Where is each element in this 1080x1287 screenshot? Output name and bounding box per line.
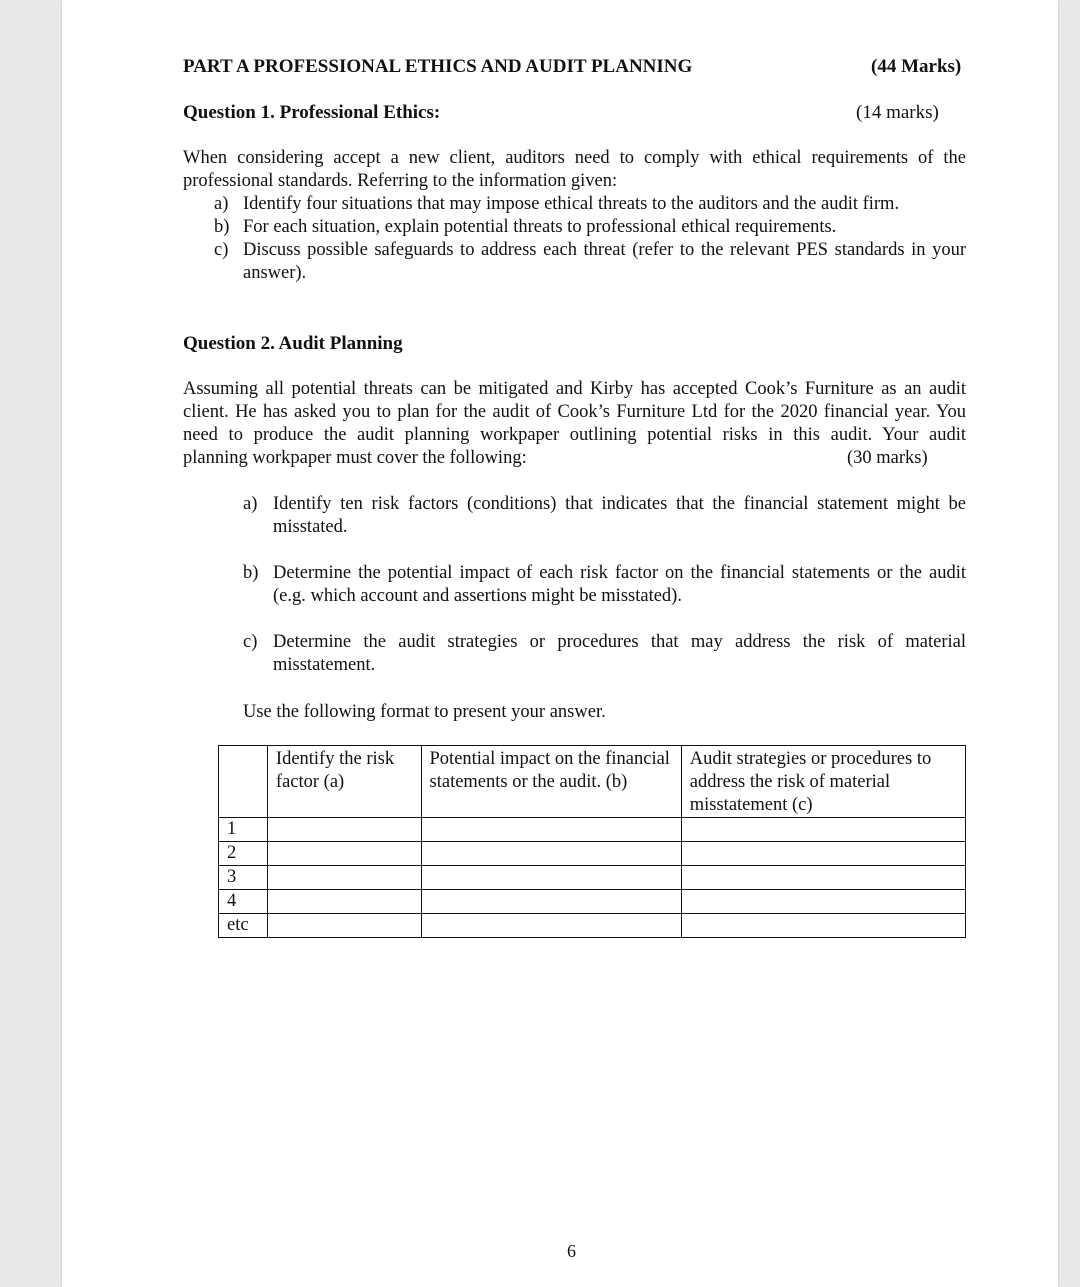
q2-para-line-1: Assuming all potential threats can be mitigated and Kirby has accepted Cook’s Furniture as an audit xyxy=(183,379,966,399)
q2-item-c-text xyxy=(273,631,966,677)
part-marks: (44 Marks) xyxy=(871,56,962,77)
q2-para-line-4: planning workpaper must cover the following: xyxy=(183,448,527,468)
q1-intro-line-2: professional standards. Referring to the information given: xyxy=(183,171,618,191)
q2-item-c-label: c) xyxy=(243,632,258,652)
table-row xyxy=(219,842,966,866)
table-header-potential-impact: Potential impact on the financial statements or the audit. (b) xyxy=(421,746,681,818)
row-number: 4 xyxy=(219,890,268,914)
table-row xyxy=(219,866,966,890)
q2-format-note: Use the following format to present your answer. xyxy=(243,702,606,722)
q2-item-c-line-2: misstatement. xyxy=(273,655,376,675)
q1-item-c-label: c) xyxy=(214,240,229,260)
row-number: 2 xyxy=(219,842,268,866)
q1-item-b-text: For each situation, explain potential threats to professional ethical requirements. xyxy=(243,217,837,237)
table-cell[interactable] xyxy=(267,818,421,842)
table-cell[interactable] xyxy=(681,890,965,914)
table-cell[interactable] xyxy=(681,914,965,938)
q1-title: Question 1. Professional Ethics: xyxy=(183,102,441,123)
table-cell[interactable] xyxy=(421,890,681,914)
part-title: PART A PROFESSIONAL ETHICS AND AUDIT PLANNING xyxy=(183,56,693,77)
table-cell[interactable] xyxy=(267,842,421,866)
table-cell[interactable] xyxy=(681,842,965,866)
q2-item-a-line-2: misstated. xyxy=(273,517,348,537)
q1-item-b-label: b) xyxy=(214,217,230,237)
q1-item-c-text xyxy=(243,239,966,285)
page-number: 6 xyxy=(567,1241,576,1261)
table-row xyxy=(219,890,966,914)
q1-marks: (14 marks) xyxy=(856,102,939,123)
table-cell[interactable] xyxy=(681,866,965,890)
answer-format-table xyxy=(218,745,966,938)
q2-para-line-3: need to produce the audit planning workpaper outlining potential risks in this audit. Your audit xyxy=(183,425,966,445)
table-row xyxy=(219,914,966,938)
q1-intro-line-1: When considering accept a new client, auditors need to comply with ethical requirements of the xyxy=(183,148,966,168)
q1-item-c-line-2: answer). xyxy=(243,263,307,283)
table-cell[interactable] xyxy=(267,890,421,914)
table-cell[interactable] xyxy=(421,818,681,842)
table-header-row xyxy=(219,746,966,818)
q2-item-a-text xyxy=(273,493,966,539)
q1-intro xyxy=(183,147,966,193)
q2-item-c-line-1: Determine the audit strategies or procedures that may address the risk of material xyxy=(273,632,966,652)
q2-para-line-2: client. He has asked you to plan for the audit of Cook’s Furniture Ltd for the 2020 financial year. You xyxy=(183,402,966,422)
q2-item-b-text xyxy=(273,562,966,608)
q1-item-a-label: a) xyxy=(214,194,229,214)
q2-item-a-label: a) xyxy=(243,494,258,514)
table-cell[interactable] xyxy=(267,866,421,890)
table-header-blank xyxy=(219,746,268,818)
q2-item-b-line-1: Determine the potential impact of each risk factor on the financial statements or the audit xyxy=(273,563,966,583)
table-header-audit-strategies: Audit strategies or procedures to address the risk of material misstatement (c) xyxy=(681,746,965,818)
table-cell[interactable] xyxy=(421,866,681,890)
table-cell[interactable] xyxy=(267,914,421,938)
row-number: 3 xyxy=(219,866,268,890)
row-number: etc xyxy=(219,914,268,938)
q1-item-c-line-1: Discuss possible safeguards to address each threat (refer to the relevant PES standards in your xyxy=(243,240,966,260)
q2-item-b-label: b) xyxy=(243,563,259,583)
table-header-risk-factor: Identify the risk factor (a) xyxy=(267,746,421,818)
q2-item-a-line-1: Identify ten risk factors (conditions) that indicates that the financial statement might be xyxy=(273,494,966,514)
table-row xyxy=(219,818,966,842)
table-cell[interactable] xyxy=(421,914,681,938)
table-cell[interactable] xyxy=(421,842,681,866)
table-cell[interactable] xyxy=(681,818,965,842)
q2-item-b-line-2: (e.g. which account and assertions might be misstated). xyxy=(273,586,682,606)
q1-item-a-text: Identify four situations that may impose ethical threats to the auditors and the audit firm. xyxy=(243,194,900,214)
q2-marks: (30 marks) xyxy=(847,448,928,468)
document-page xyxy=(62,0,1058,1287)
q2-title: Question 2. Audit Planning xyxy=(183,333,403,354)
row-number: 1 xyxy=(219,818,268,842)
